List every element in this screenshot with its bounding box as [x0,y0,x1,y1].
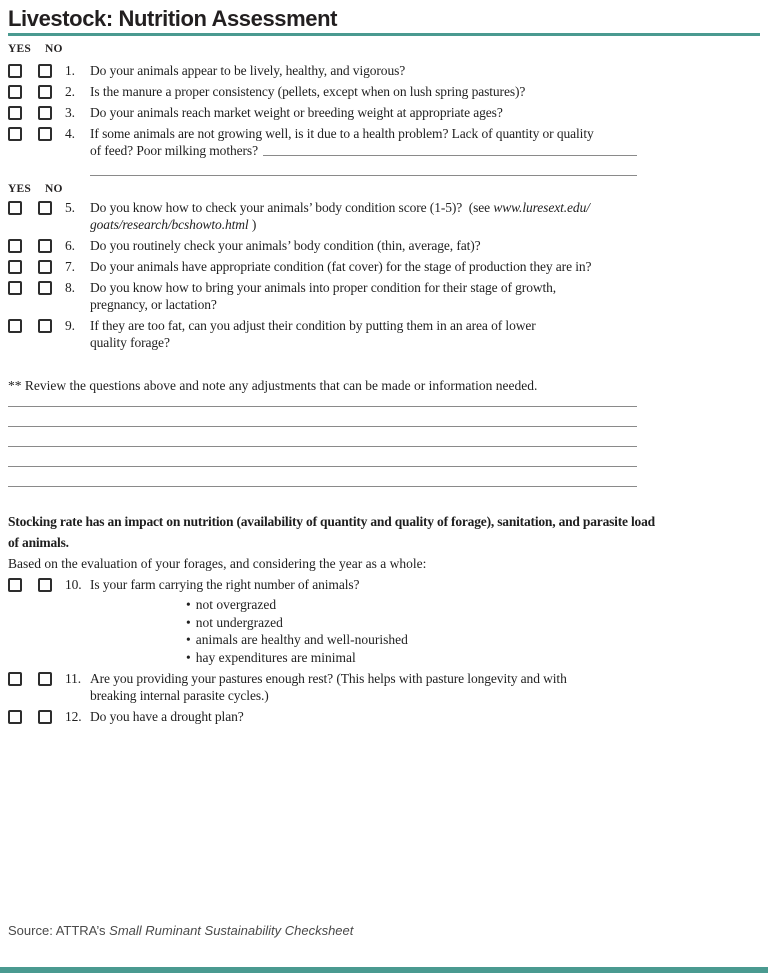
question-row-1 [8,62,760,79]
bullet-text: animals are healthy and well-nourished [195,632,408,647]
question-text: Do your animals have appropriate condition (fat cover) for the stage of production they are in? [90,259,592,274]
write-in-line[interactable] [90,165,637,176]
checkbox-no-q11[interactable] [38,672,52,686]
question-number: 6. [65,238,75,253]
yes-column-label: YES [8,183,31,195]
bullet-text: hay expenditures are minimal [195,649,356,665]
question-number: 10. [65,577,82,592]
question-text: Is the manure a proper consistency (pellets, except when on lush spring pastures)? [90,84,526,99]
question-text: Do your animals appear to be lively, healthy, and vigorous? [90,63,406,78]
bullet-item [186,596,760,614]
question-text: Is your farm carrying the right number of animals? [90,577,360,592]
bullet-text: not overgrazed [195,597,277,612]
checkbox-yes-q3[interactable] [8,106,22,120]
write-in-line[interactable] [8,467,637,487]
write-in-line[interactable] [263,142,637,156]
question-row-3 [8,104,760,121]
bullet-icon: • [186,597,191,612]
checkbox-no-q5[interactable] [38,201,52,215]
question-row-2 [8,83,760,100]
yes-column-label: YES [8,43,31,55]
checkbox-yes-q6[interactable] [8,239,22,253]
question-number: 7. [65,259,75,274]
question-row-10 [8,576,760,593]
write-in-line[interactable] [8,394,637,407]
question-row-11 [8,670,760,704]
question-number: 2. [65,84,75,99]
checkbox-yes-q9[interactable] [8,319,22,333]
question-text: Do you know how to check your animals’ body condition score (1-5)? (see [90,200,494,215]
question-row-6 [8,237,760,254]
question-number: 12. [65,709,82,724]
question-number: 11. [65,671,82,686]
reference-url: www.luresext.edu/ [493,200,590,215]
forage-evaluation-intro: Based on the evaluation of your forages, and considering the year as a whole: [8,556,427,571]
question-text: quality forage? [90,335,170,350]
source-attribution [8,922,353,939]
bullet-icon: • [186,614,191,630]
reference-url: goats/research/bcshowto.html [90,217,249,232]
question-text: Do you have a drought plan? [90,709,244,724]
source-prefix: Source: ATTRA’s [8,923,110,938]
question-text: If some animals are not growing well, is it due to a health problem? Lack of quantity or quality [90,126,594,141]
checkbox-no-q2[interactable] [38,85,52,99]
review-note: ** Review the questions above and note any adjustments that can be made or information needed. [8,378,538,393]
question-number: 8. [65,280,75,295]
question-row-12 [8,708,760,725]
checkbox-no-q1[interactable] [38,64,52,78]
checkbox-yes-q12[interactable] [8,710,22,724]
no-column-label: NO [44,183,63,195]
bullet-item [186,649,760,667]
checkbox-no-q6[interactable] [38,239,52,253]
bullet-item [186,614,760,632]
no-column-label: NO [44,43,63,55]
question-number: 4. [65,126,75,141]
question-row-8 [8,279,760,313]
write-in-line[interactable] [8,427,637,447]
checkbox-yes-q7[interactable] [8,260,22,274]
yes-no-header-2 [8,183,760,195]
checkbox-no-q4[interactable] [38,127,52,141]
checkbox-yes-q11[interactable] [8,672,22,686]
write-in-line[interactable] [8,407,637,427]
question-text: Are you providing your pastures enough rest? (This helps with pasture longevity and with [90,671,567,686]
question-number: 1. [65,63,75,78]
question-text: of feed? Poor milking mothers? [90,143,258,158]
question-text: breaking internal parasite cycles.) [90,688,269,703]
question-text: pregnancy, or lactation? [90,297,217,312]
checkbox-yes-q5[interactable] [8,201,22,215]
bullet-text: not undergrazed [195,614,283,630]
source-work-title: Small Ruminant Sustainability Checksheet [109,923,354,938]
question-row-4 [8,125,760,159]
write-in-line[interactable] [8,447,637,467]
q10-bullet-list [186,596,760,666]
checkbox-no-q10[interactable] [38,578,52,592]
footer-accent-bar [0,967,768,973]
checkbox-no-q8[interactable] [38,281,52,295]
question-row-9 [8,317,760,351]
checkbox-no-q12[interactable] [38,710,52,724]
bullet-icon: • [186,649,191,665]
checkbox-no-q3[interactable] [38,106,52,120]
bullet-item [186,631,760,649]
question-number: 3. [65,105,75,120]
question-number: 9. [65,318,75,333]
checkbox-yes-q2[interactable] [8,85,22,99]
question-row-7 [8,258,760,275]
bullet-icon: • [186,632,191,647]
question-text: If they are too fat, can you adjust their condition by putting them in an area of lower [90,318,536,333]
question-number: 5. [65,200,75,215]
page-title: Livestock: Nutrition Assessment [8,6,338,31]
yes-no-header-1 [8,43,760,55]
question-text: Do your animals reach market weight or breeding weight at appropriate ages? [90,105,503,120]
question-text: Do you know how to bring your animals into proper condition for their stage of growth, [90,280,557,295]
checkbox-yes-q4[interactable] [8,127,22,141]
checkbox-yes-q8[interactable] [8,281,22,295]
question-text: ) [248,217,257,232]
checkbox-no-q9[interactable] [38,319,52,333]
question-text: Do you routinely check your animals’ body condition (thin, average, fat)? [90,238,481,253]
checkbox-yes-q1[interactable] [8,64,22,78]
checkbox-yes-q10[interactable] [8,578,22,592]
title-rule [8,33,760,36]
write-in-area [8,394,760,487]
checkbox-no-q7[interactable] [38,260,52,274]
stocking-rate-statement: Stocking rate has an impact on nutrition (availability of quantity and quality of forage), sanitation, and parasite load of animals. [8,514,655,550]
question-row-5 [8,199,760,233]
